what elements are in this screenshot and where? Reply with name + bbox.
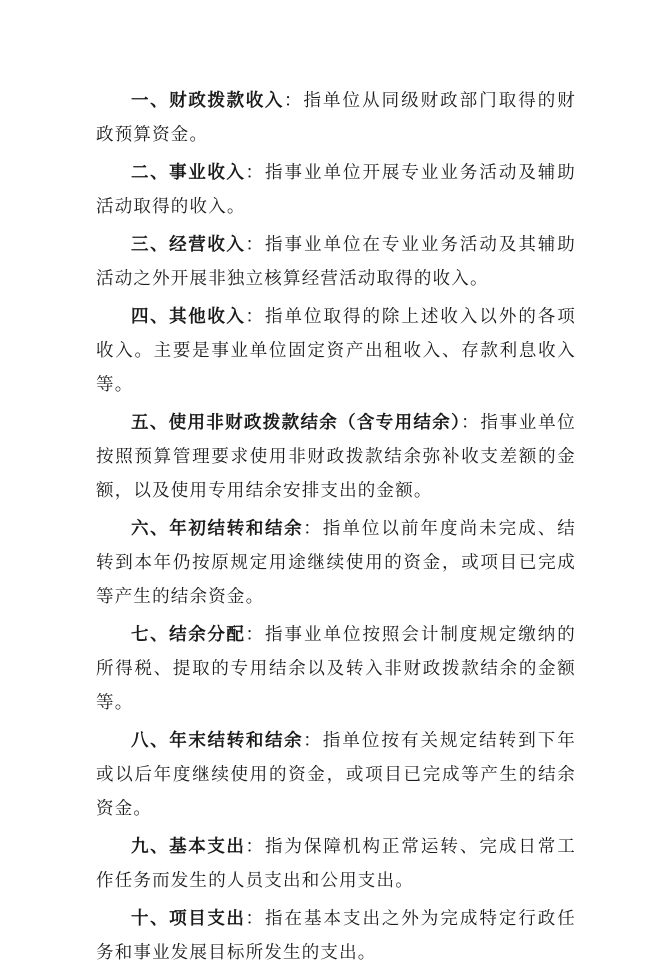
definition-paragraph — [96, 300, 576, 402]
definition-paragraph — [96, 406, 576, 508]
definition-paragraph — [96, 156, 576, 224]
definition-term: 四、其他收入 — [131, 307, 246, 327]
definition-text: 指在基本支出之外为完成特定行政任务和事业发展目标所发生的支出。 — [96, 909, 576, 963]
definition-term: 六、年初结转和结余 — [131, 519, 304, 539]
definition-paragraph — [96, 902, 576, 970]
definition-text: 指事业单位按照会计制度规定缴纳的所得税、提取的专用结余以及转入非财政拨款结余的金额等。 — [96, 625, 576, 713]
definition-separator: ： — [245, 837, 266, 857]
definition-term: 一、财政拨款收入 — [131, 91, 284, 111]
definition-separator: ： — [461, 413, 481, 433]
definition-paragraph — [96, 228, 576, 296]
definition-text: 指单位取得的除上述收入以外的各项收入。主要是事业单位固定资产出租收入、存款利息收入等。 — [96, 307, 576, 395]
definition-paragraph — [96, 618, 576, 720]
definition-text: 指单位以前年度尚未完成、结转到本年仍按原规定用途继续使用的资金，或项目已完成等产生的结余资金。 — [96, 519, 576, 607]
definition-separator: ： — [303, 731, 323, 751]
definition-term: 十、项目支出 — [131, 909, 246, 929]
definition-term: 七、结余分配 — [131, 625, 246, 645]
definition-separator: ： — [303, 519, 323, 539]
definition-term: 五、使用非财政拨款结余（含专用结余） — [131, 413, 462, 433]
definition-paragraph — [96, 830, 576, 898]
definition-text: 指事业单位在专业业务活动及其辅助活动之外开展非独立核算经营活动取得的收入。 — [96, 235, 576, 289]
definition-separator: ： — [245, 163, 266, 183]
definition-term: 三、经营收入 — [131, 235, 246, 255]
definition-text: 指事业单位按照预算管理要求使用非财政拨款结余弥补收支差额的金额，以及使用专用结余安排支出的金额。 — [96, 413, 577, 501]
definition-paragraph — [96, 724, 576, 826]
definition-term: 二、事业收入 — [131, 163, 246, 183]
definition-separator: ： — [245, 235, 266, 255]
definition-paragraph — [96, 512, 576, 614]
definition-term: 八、年末结转和结余 — [131, 731, 304, 751]
definition-separator: ： — [283, 91, 304, 111]
definitions-list — [96, 84, 576, 974]
definition-term: 九、基本支出 — [131, 837, 246, 857]
definition-separator: ： — [245, 307, 266, 327]
definition-separator: ： — [245, 625, 266, 645]
definition-text: 指单位从同级财政部门取得的财政预算资金。 — [96, 91, 576, 145]
definition-text: 指单位按有关规定结转到下年或以后年度继续使用的资金，或项目已完成等产生的结余资金。 — [96, 731, 576, 819]
definition-paragraph — [96, 84, 576, 152]
definition-text: 指事业单位开展专业业务活动及辅助活动取得的收入。 — [96, 163, 576, 217]
definition-separator: ： — [245, 909, 266, 929]
definition-text: 指为保障机构正常运转、完成日常工作任务而发生的人员支出和公用支出。 — [96, 837, 576, 891]
